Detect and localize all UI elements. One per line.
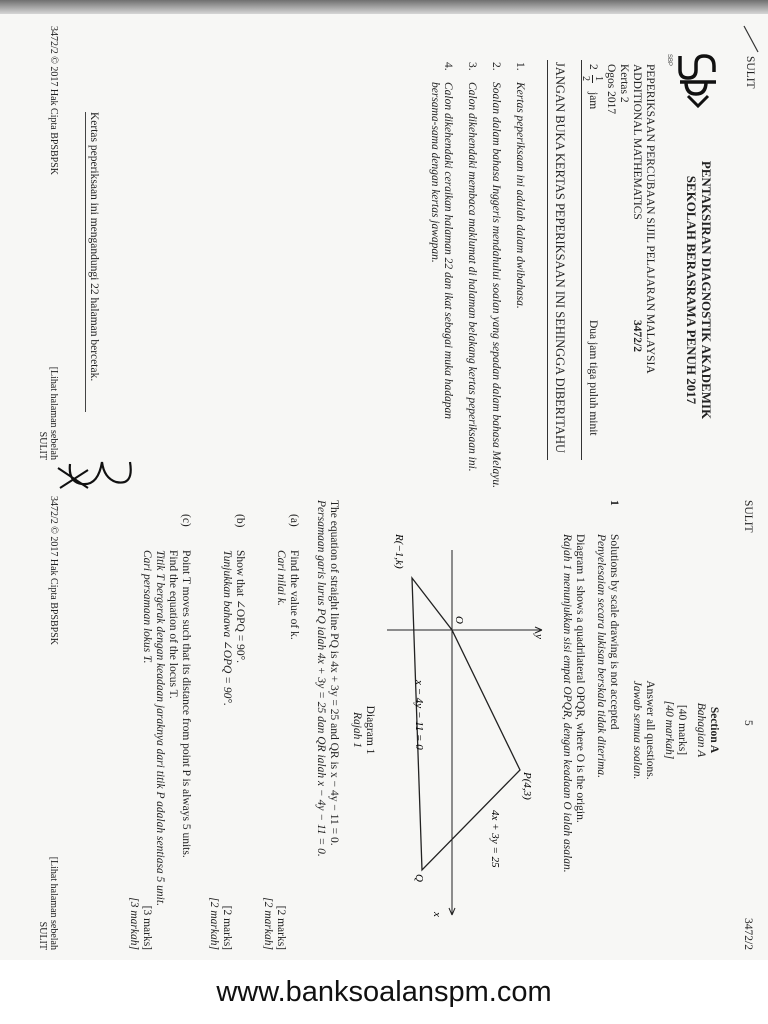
scale-note: Solutions by scale drawing is not accepted	[608, 534, 620, 730]
instruction-1-text: Kertas peperiksaan ini adalah dalam dwibahasa.	[514, 82, 526, 309]
paper-code-right-page: 3472/2	[742, 918, 754, 950]
diagram-caption: Diagram 1	[364, 705, 376, 755]
point-r-label: R(−1,k)	[393, 534, 405, 569]
part-b-marks-my: [2 markah]	[208, 897, 220, 950]
section-title: Section A	[708, 706, 720, 754]
part-a-marks: [2 marks]	[275, 905, 287, 950]
duration-unit: jam	[587, 92, 599, 110]
part-c-marks: [3 marks]	[141, 905, 153, 950]
duration-denominator: 2	[580, 76, 591, 81]
sulit-top-right-page: SULIT	[742, 500, 754, 533]
page-count-note: Kertas peperiksaan ini mengandungi 22 halaman bercetak.	[88, 112, 100, 382]
part-a-label: (a)	[288, 514, 300, 527]
instruction-2-number: 2.	[490, 62, 502, 71]
answer-all: Answer all questions.	[644, 680, 656, 780]
answer-all-my: Jawab semua soalan.	[631, 680, 643, 780]
duration-words: Dua jam tiga puluh minit	[587, 320, 599, 436]
pq-equation-label: 4x + 3y = 25	[489, 810, 501, 868]
part-b-question-my: Tunjukkan bahawa ∠OPQ = 90°.	[221, 550, 233, 706]
section-title-my: Bahagian A	[695, 702, 707, 758]
footer-sulit: SULIT	[37, 431, 48, 460]
part-b-question: Show that ∠OPQ = 90°.	[234, 550, 246, 664]
instruction-3-number: 3.	[466, 62, 478, 71]
footer-next-page-right-page: [Lihat halaman sebelah	[48, 856, 59, 950]
x-axis-label: x	[431, 912, 443, 917]
footer-next-page: [Lihat halaman sebelah	[48, 366, 59, 460]
part-c-question-2: Find the equation of the locus T.	[167, 550, 179, 699]
equations-text: The equation of straight line PQ is 4x + 3y = 25 and QR is x − 4y − 11 = 0.	[328, 500, 340, 846]
part-b-marks: [2 marks]	[221, 905, 233, 950]
part-c-label: (c)	[180, 514, 192, 527]
page-count-underline	[85, 112, 86, 412]
title-line-1: PENTAKSIRAN DIAGNOSTIK AKADEMIK	[699, 160, 714, 420]
instruction-4-text: Calon dikehendaki ceraikan halaman 22 dan ikat sebagai muka hadapan	[442, 82, 454, 419]
exam-date: Ogos 2017	[605, 64, 617, 115]
paper-number: Kertas 2	[618, 64, 630, 103]
logo-label: SBP	[666, 54, 672, 67]
instruction-1-number: 1.	[514, 62, 526, 71]
exam-name: PEPERIKSAAN PERCUBAAN SIJIL PELAJARAN MALAYSIA	[644, 64, 656, 374]
paper-code: 3472/2	[631, 320, 643, 352]
rotated-spread	[0, 20, 760, 960]
section-marks: [40 marks]	[676, 704, 688, 756]
origin-label: O	[453, 616, 465, 624]
part-c-question-my-2: Cari persamaan lokus T.	[141, 550, 153, 664]
diagram-description: Diagram 1 shows a quadrilateral OPQR, where O is the origin.	[574, 534, 586, 823]
footer-copyright-right-page: 3472/2 © 2017 Hak Cipta BPSBPSK	[48, 496, 59, 646]
part-b-label: (b)	[234, 514, 246, 528]
diagram-caption-my: Rajah 1	[351, 711, 363, 749]
scale-note-my: Penyelesaian secara lukisan berskala tidak diterima.	[595, 534, 607, 779]
instruction-3-text: Calon dikehendaki membaca maklumat di halaman belakang kertas peperiksaan ini.	[466, 82, 478, 472]
sbp-logo	[662, 50, 720, 110]
diagram-1	[382, 530, 552, 930]
scan-edge-band	[0, 0, 768, 14]
subject-name: ADDITIONAL MATHEMATICS	[631, 64, 643, 220]
point-q-label: Q	[413, 874, 425, 882]
equations-text-my: Persamaan garis lurus PQ ialah 4x + 3y = 25 dan QR ialah x − 4y − 11 = 0.	[315, 500, 327, 857]
rule-top	[581, 60, 582, 460]
title-line-2: SEKOLAH BERASRAMA PENUH 2017	[684, 175, 699, 405]
part-c-question-my: Titik T bergerak dengan keadaan jaraknya dari titik P adalah sentiasa 5 unit.	[154, 550, 166, 906]
cover-page	[0, 20, 760, 490]
instruction-4-number: 4.	[442, 62, 454, 71]
page-number: 5	[742, 720, 754, 726]
quadrilateral-opqr	[412, 578, 520, 870]
point-p-label: P(4,3)	[521, 772, 533, 800]
question-page	[0, 490, 760, 960]
website-watermark: www.banksoalanspm.com	[216, 976, 552, 1008]
part-a-marks-my: [2 markah]	[262, 897, 274, 950]
section-marks-my: [40 markah]	[663, 700, 675, 760]
instruction-4-continued: bersama-sama dengan kertas jawapan.	[429, 82, 441, 263]
question-number: 1	[608, 500, 620, 506]
do-not-open-warning: JANGAN BUKA KERTAS PEPERIKSAAN INI SEHINGGA DIBERITAHU	[553, 62, 567, 454]
footer-copyright: 3472/2 © 2017 Hak Cipta BPSBPSK	[48, 26, 59, 176]
instruction-2-text: Soalan dalam bahasa Inggeris mendahului soalan yang sepadan dalam bahasa Melayu.	[490, 82, 502, 488]
duration-numerator: 1	[593, 76, 604, 81]
part-a-question: Find the value of k.	[288, 550, 300, 640]
fraction-bar	[592, 75, 593, 83]
y-axis-label: y	[533, 634, 545, 639]
diagram-description-my: Rajah 1 menunjukkan sisi empat OPQR, dengan keadaan O ialah asalan.	[561, 534, 573, 873]
part-a-question-my: Cari nilai k.	[275, 550, 287, 606]
part-c-question: Point T moves such that its distance from point P is always 5 units.	[180, 550, 192, 858]
part-c-marks-my: [3 markah]	[128, 897, 140, 950]
qr-equation-label: x − 4y − 11 = 0	[413, 680, 425, 750]
duration-whole: 2	[587, 64, 599, 70]
rule-bottom	[547, 60, 548, 460]
footer-sulit-right-page: SULIT	[37, 921, 48, 950]
sulit-top: SULIT	[744, 56, 756, 89]
